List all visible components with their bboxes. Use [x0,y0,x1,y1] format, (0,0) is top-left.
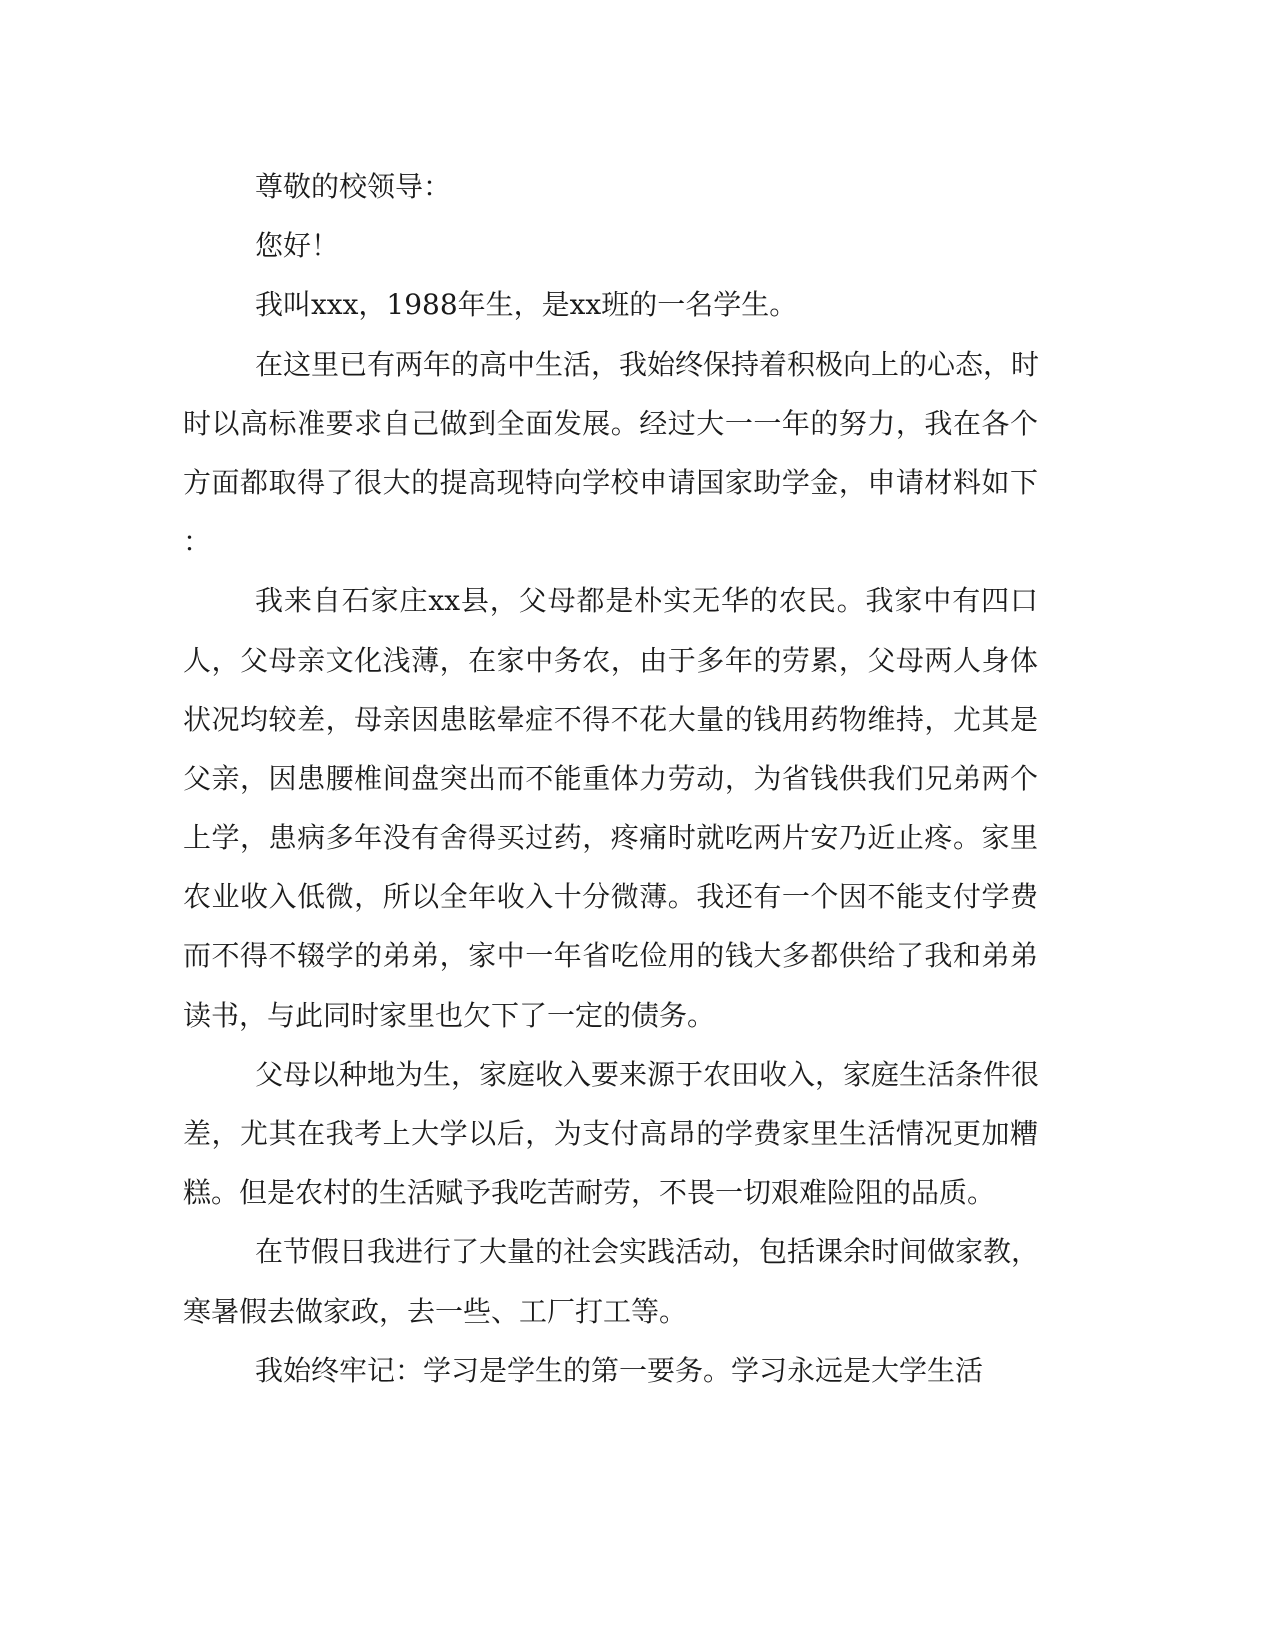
line-text: 在这里已有两年的高中生活，我始终保持着积极向上的心态，时 [255,347,1040,381]
line-text: 您好！ [255,229,340,263]
line-text: 差，尤其在我考上大学以后，为支付高昂的学费家里生活情况更加糟 [183,1117,1038,1150]
line-text: 上学，患病多年没有舍得买过药，疼痛时就吃两片安乃近止疼。家里 [183,821,1038,855]
text-line [183,335,1038,394]
line-text: 状况均较差，母亲因患眩晕症不得不花大量的钱用药物维持，尤其是 [183,702,1038,736]
text-line [183,571,1038,630]
text-line [183,1222,1038,1281]
line-text: 糕。但是农村的生活赋予我吃苦耐劳，不畏一切艰难险阻的品质。 [183,1176,996,1210]
text-line [183,394,1038,453]
line-text: 农业收入低微，所以全年收入十分微薄。我还有一个因不能支付学费 [183,880,1038,914]
text-line [183,926,1038,985]
line-text: 我始终牢记：学习是学生的第一要务。学习永远是大学生活 [255,1353,984,1387]
line-text: ： [183,525,212,559]
text-line [183,808,1038,867]
line-text: 我来自石家庄xx县，父母都是朴实无华的农民。我家中有四口 [255,584,1038,618]
text-line [183,749,1038,808]
line-text: 在节假日我进行了大量的社会实践活动，包括课余时间做家教， [255,1235,1040,1269]
text-line [183,690,1038,749]
line-text: 我叫xxx，1988年生，是xx班的一名学生。 [255,288,798,322]
text-line [183,1282,1038,1341]
text-line [183,453,1038,512]
line-text: 方面都取得了很大的提高现特向学校申请国家助学金，申请材料如下 [183,465,1038,499]
text-line [183,1341,1038,1400]
text-line [183,157,1038,216]
text-line [183,1104,1038,1163]
text-line [183,867,1038,926]
text-line [183,631,1038,690]
line-text: 尊敬的校领导： [255,170,452,203]
letter-body [183,157,1038,1400]
line-text: 父亲，因患腰椎间盘突出而不能重体力劳动，为省钱供我们兄弟两个 [183,761,1038,795]
text-line [183,275,1038,334]
line-text: 寒暑假去做家政，去一些、工厂打工等。 [183,1294,688,1328]
text-line [183,216,1038,275]
line-text: 父母以种地为生，家庭收入要来源于农田收入，家庭生活条件很 [255,1057,1040,1091]
text-line [183,1163,1038,1222]
line-text: 人，父母亲文化浅薄，在家中务农，由于多年的劳累，父母两人身体 [183,643,1038,677]
line-text: 时以高标准要求自己做到全面发展。经过大一一年的努力，我在各个 [183,406,1038,440]
text-line [183,986,1038,1045]
text-line [183,512,1038,571]
line-text: 读书，与此同时家里也欠下了一定的债务。 [183,998,716,1032]
line-text: 而不得不辍学的弟弟，家中一年省吃俭用的钱大多都供给了我和弟弟 [183,939,1038,973]
text-line [183,1045,1038,1104]
